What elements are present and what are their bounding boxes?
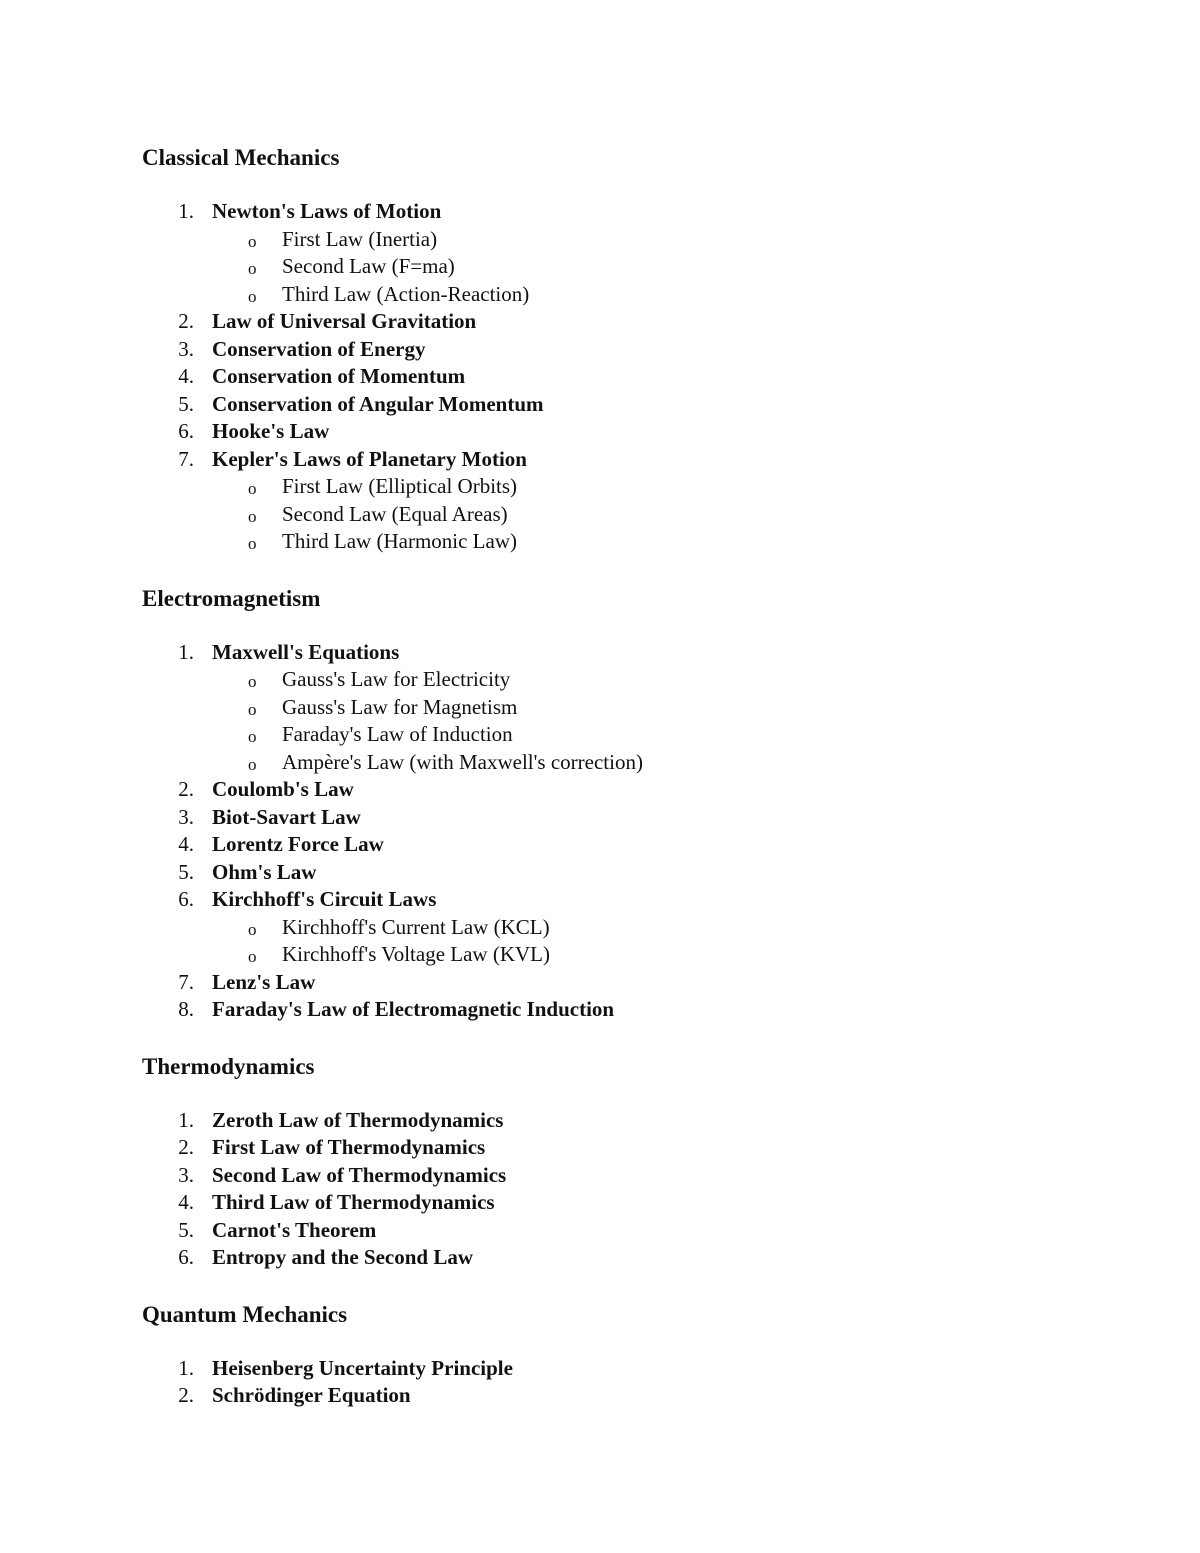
- list-number: 6.: [178, 1245, 194, 1269]
- section: [0, 1052, 1200, 1272]
- law-item: [0, 418, 1200, 446]
- law-item: [0, 308, 1200, 336]
- list-number: 4.: [178, 1190, 194, 1214]
- law-item: [0, 363, 1200, 391]
- list-number: 2.: [178, 1135, 194, 1159]
- list-number: 1.: [178, 1355, 194, 1380]
- list-number: 4.: [178, 364, 194, 388]
- list-number: 2.: [178, 309, 194, 333]
- section-gap: [0, 1272, 1200, 1300]
- section-title: Quantum Mechanics: [142, 1301, 348, 1327]
- sub-law-text: First Law (Elliptical Orbits): [282, 474, 518, 498]
- circle-bullet-icon: o: [248, 534, 257, 553]
- list-number: 2.: [178, 777, 194, 801]
- circle-bullet-icon: o: [248, 727, 257, 746]
- sub-law-text: Gauss's Law for Magnetism: [282, 694, 518, 719]
- circle-bullet-icon: o: [248, 479, 257, 498]
- sub-law-item: [248, 914, 1200, 942]
- circle-bullet-icon: o: [248, 699, 257, 719]
- sub-law-text: Third Law (Action-Reaction): [282, 281, 530, 306]
- section-title: Electromagnetism: [142, 585, 321, 611]
- sub-law-list: [212, 914, 1200, 969]
- sub-law-list: [212, 666, 1200, 776]
- sub-law-item: [248, 253, 1200, 281]
- sub-law-item: [248, 528, 1200, 556]
- law-item: [0, 336, 1200, 364]
- law-list: [0, 198, 1200, 556]
- sub-law-text: Second Law (F=ma): [282, 254, 455, 278]
- law-item: [0, 831, 1200, 859]
- section: [0, 584, 1200, 1024]
- law-title: Faraday's Law of Electromagnetic Induction: [212, 997, 615, 1021]
- section-title: Classical Mechanics: [142, 145, 340, 170]
- list-number: 2.: [178, 1383, 194, 1407]
- law-item: [0, 1244, 1200, 1272]
- sub-law-text: Gauss's Law for Electricity: [282, 667, 511, 691]
- sub-law-text: Kirchhoff's Current Law (KCL): [282, 914, 550, 939]
- law-item: [0, 1162, 1200, 1190]
- law-title: Newton's Laws of Motion: [212, 199, 442, 223]
- circle-bullet-icon: o: [248, 919, 257, 939]
- circle-bullet-icon: o: [248, 754, 257, 774]
- law-item: [0, 776, 1200, 804]
- sub-law-item: [248, 226, 1200, 254]
- list-number: 7.: [178, 446, 194, 471]
- law-title: Law of Universal Gravitation: [212, 309, 477, 333]
- list-number: 3.: [178, 1162, 194, 1187]
- sub-law-text: Ampère's Law (with Maxwell's correction): [282, 749, 643, 774]
- law-title: Lorentz Force Law: [212, 832, 384, 856]
- law-title: Kepler's Laws of Planetary Motion: [212, 446, 527, 471]
- circle-bullet-icon: o: [248, 286, 257, 306]
- list-number: 3.: [178, 336, 194, 361]
- section: [0, 143, 1200, 556]
- law-title: First Law of Thermodynamics: [212, 1135, 486, 1159]
- circle-bullet-icon: o: [248, 947, 257, 966]
- law-title: Kirchhoff's Circuit Laws: [212, 887, 437, 911]
- sub-law-item: [248, 281, 1200, 309]
- list-number: 4.: [178, 832, 194, 856]
- law-item: [0, 886, 1200, 969]
- law-item: [0, 969, 1200, 997]
- law-title: Biot-Savart Law: [212, 804, 361, 829]
- section-title: Thermodynamics: [142, 1053, 315, 1079]
- sub-law-item: [248, 941, 1200, 969]
- law-item: [0, 639, 1200, 777]
- sub-law-item: [248, 721, 1200, 749]
- section: [0, 1300, 1200, 1410]
- list-number: 1.: [178, 639, 194, 664]
- circle-bullet-icon: o: [248, 672, 257, 691]
- law-title: Ohm's Law: [212, 859, 317, 884]
- law-item: [0, 996, 1200, 1024]
- list-number: 5.: [178, 1217, 194, 1242]
- list-number: 6.: [178, 887, 194, 911]
- law-title: Conservation of Momentum: [212, 364, 466, 388]
- law-title: Schrödinger Equation: [212, 1383, 411, 1407]
- law-item: [0, 1382, 1200, 1410]
- law-item: [0, 198, 1200, 308]
- circle-bullet-icon: o: [248, 506, 257, 526]
- sub-law-list: [212, 226, 1200, 309]
- sub-law-text: Faraday's Law of Induction: [282, 722, 513, 746]
- circle-bullet-icon: o: [248, 231, 257, 251]
- law-title: Lenz's Law: [212, 969, 316, 994]
- law-item: [0, 446, 1200, 556]
- law-item: [0, 391, 1200, 419]
- list-number: 7.: [178, 969, 194, 994]
- list-number: 5.: [178, 859, 194, 884]
- law-title: Third Law of Thermodynamics: [212, 1190, 495, 1214]
- law-title: Heisenberg Uncertainty Principle: [212, 1355, 513, 1380]
- law-title: Maxwell's Equations: [212, 639, 400, 664]
- sub-law-text: Second Law (Equal Areas): [282, 501, 508, 526]
- law-title: Entropy and the Second Law: [212, 1245, 474, 1269]
- list-number: 6.: [178, 419, 194, 443]
- sub-law-item: [248, 666, 1200, 694]
- list-number: 3.: [178, 804, 194, 829]
- law-item: [0, 859, 1200, 887]
- law-item: [0, 1189, 1200, 1217]
- law-title: Zeroth Law of Thermodynamics: [212, 1107, 504, 1132]
- law-list: [0, 639, 1200, 1024]
- sub-law-item: [248, 501, 1200, 529]
- law-title: Second Law of Thermodynamics: [212, 1162, 507, 1187]
- law-title: Conservation of Energy: [212, 336, 426, 361]
- law-title: Conservation of Angular Momentum: [212, 391, 544, 416]
- law-item: [0, 1107, 1200, 1135]
- law-item: [0, 1217, 1200, 1245]
- list-number: 1.: [178, 199, 194, 223]
- law-title: Carnot's Theorem: [212, 1217, 377, 1242]
- sub-law-item: [248, 694, 1200, 722]
- sub-law-item: [248, 473, 1200, 501]
- sub-law-item: [248, 749, 1200, 777]
- law-list: [0, 1107, 1200, 1272]
- sub-law-text: First Law (Inertia): [282, 226, 438, 251]
- law-item: [0, 804, 1200, 832]
- list-number: 1.: [178, 1107, 194, 1132]
- law-title: Coulomb's Law: [212, 777, 354, 801]
- sub-law-list: [212, 473, 1200, 556]
- list-number: 5.: [178, 391, 194, 416]
- law-item: [0, 1134, 1200, 1162]
- sub-law-text: Kirchhoff's Voltage Law (KVL): [282, 942, 550, 966]
- list-number: 8.: [178, 997, 194, 1021]
- sub-law-text: Third Law (Harmonic Law): [282, 529, 517, 553]
- circle-bullet-icon: o: [248, 259, 257, 278]
- section-gap: [0, 1024, 1200, 1052]
- law-item: [0, 1355, 1200, 1383]
- law-list: [0, 1355, 1200, 1410]
- section-gap: [0, 556, 1200, 584]
- law-title: Hooke's Law: [212, 419, 330, 443]
